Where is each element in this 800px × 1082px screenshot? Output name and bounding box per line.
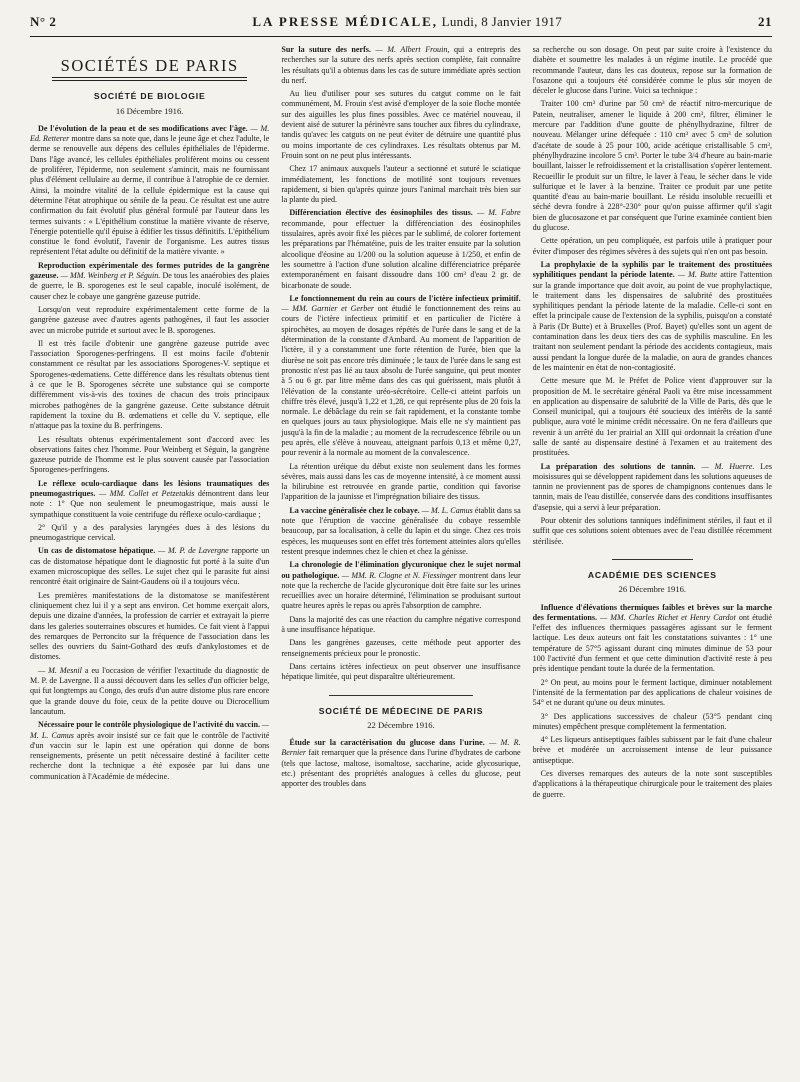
paragraph: Traiter 100 cm³ d'urine par 50 cm³ de réactif nitro-mercurique de Patein, neutraliser, amener le liquide à 200 cm³, filtrer, éliminer le mercure par l'addition d'une goutte de phénylhydrazine, filtrer de nouveau. Mélanger urine défequée : 110 cm³ avec 5 cm³ de solution d'acétate de soude à 25 pour 100, acide acétique cristallisable 5 cm³, phénylhydrazine incolore 5 cm³. Porter le tube 3/4 d'heure au bain-marie bouillant, laisser le refroidissement et la cristallisation s'opérer lentement. Recueillir le produit sur un filtre, le laver à l'eau, le sécher dans le vide sulfurique et le laver à la benzine. Traiter ce produit par une petite quantité d'eau au bain-marie bouillant. Le résidu insoluble recueilli et séché devra fondre à 228°-230° pour qu'on puisse affirmer qu'il s'agit bien de glucosazone et par conséquent que l'urine examinée contient bien du glucose. <box>532 99 772 233</box>
paragraph: Chez 17 animaux auxquels l'auteur a sectionné et suturé le sciatique immédiatement, les fonctions de motilité sont toujours revenues rapidement, si bien qu'après quinze jours l'animal marchait très bien sur la plante du pied. <box>281 164 521 205</box>
article <box>281 560 520 611</box>
article <box>30 261 269 302</box>
article-author: — M. Butte <box>674 270 718 280</box>
paragraph: sa recherche ou son dosage. On peut par suite croire à l'existence du diabète et soumettre les malades à un régime inutile. Le procédé que recommande l'auteur, dans les cas douteux, repose sur la formation de l'osazone qui a toujours été considérée comme le plus sûr moyen de déceler le glucose dans l'urine. Voici sa technique : <box>532 45 772 96</box>
masthead-line <box>252 14 562 30</box>
paragraph <box>30 666 269 717</box>
issue-date: Lundi, 8 Janvier 1917 <box>438 14 563 29</box>
column-1 <box>30 45 269 1065</box>
session-date: 26 Décembre 1916. <box>618 584 687 595</box>
paragraph: La rétention uréique du début existe non seulement dans les formes sévères, mais aussi dans les cas de moyenne intensité, à ce moment aussi la bilirubine est retrouvée en grande partie, condition qui favorise l'apparition de la jaunisse et l'imprégnation biliaire des tissus. <box>281 461 521 502</box>
column-2 <box>281 45 520 1065</box>
section-separator <box>329 695 473 696</box>
article-title: Étude sur la caractérisation du glucose dans l'urine. <box>289 738 485 748</box>
header-rule <box>30 36 772 37</box>
rubric-rule <box>52 77 247 81</box>
article <box>533 603 772 675</box>
article-author: — M. Albert Frouin <box>370 45 448 54</box>
session-date: 16 Décembre 1916. <box>115 105 184 116</box>
running-head <box>30 14 772 34</box>
paragraph: Dans certains ictères infectieux on peut observer une insuffisance hépatique limitée, qui peut disparaître ultérieurement. <box>281 661 521 682</box>
society-heading: ACADÉMIE DES SCIENCES <box>587 569 717 580</box>
article-author: — MM. R. Clogne et N. Fiessinger <box>339 570 457 580</box>
paragraph: Il est très facile d'obtenir une gangrène gazeuse putride avec l'association Sporogenes-perfringens. Il est moins facile d'obtenir constamment ce résultat par les associations Sporogenes-V. septique et Sporogenes-œdematiens. Cette différence dans les résultats obtenus tient à ce que le B. Sporogenes sécrète une substance qui se comporte différemment vis-à-vis des toxines de chacun des trois principaux microbes pathogènes de la gangrène gazeuse. Cette substance détruit rapidement la toxine du B. œdematiens et celle du V. septique, elle n'attaque pas la toxine du B. perfringens. <box>30 338 270 431</box>
article-body: après avoir insisté sur ce fait que le contrôle de l'activité d'un vaccin sur le lapin est une opération qui donne de bons renseignements, présente un petit nécessaire destiné à faciliter cette recherche dont la technique a été exposée par lui dans une communication à l'Académie de médecine. <box>30 730 270 781</box>
article-title: Nécessaire pour le contrôle physiologique de l'activité du vaccin. <box>38 720 261 730</box>
article-author: — M. Ed. Retterer <box>30 123 270 144</box>
paragraph: Au lieu d'utiliser pour ses sutures du catgut comme on le fait communément, M. Frouin s'est avisé d'employer de la soie floche montée sur des aiguilles les plus fines possibles. Avec ce matériel nouveau, il devient aisé de suturer la périnèvre sans toucher aux fibres du cylindraxe, tandis qu'avec les catguts on ne peut éviter de détruire une quantité plus ou moins importante de ces cylindraxes. Les résultats obtenus par M. Frouin sont on ne peut plus intéressants. <box>281 89 521 160</box>
paragraph: 3° Des applications successives de chaleur (53°5 pendant cinq minutes) empêchent presque complètement la fermentation. <box>532 711 772 731</box>
article-author: — MM. Collet et Petzetakis <box>95 488 195 498</box>
article-body: ont étudié l'effet des influences thermiques passagères agissant sur le ferment lactique. Les deux auteurs ont fait les constatations suivantes : 1° une température de 57°5 agissant durant cinq minutes diminue de 53 pour 100 l'activité d'un ferment et que cette diminution d'activité reste à peu près identique pendant toute la durée de la fermentation. <box>532 612 772 674</box>
article-author: — M. Mesnil <box>38 665 82 675</box>
article-author: — M. R. Bernier <box>281 738 521 758</box>
article <box>30 124 269 258</box>
article <box>281 738 520 789</box>
section-separator <box>612 559 693 560</box>
paragraph: 2° On peut, au moins pour le ferment lactique, diminuer notablement l'intensité de la fermentation par des applications de chaleur voisines de 54° et ne durant qu'une ou deux minutes. <box>532 677 772 708</box>
paragraph: Les résultats obtenus expérimentalement sont d'accord avec les observations faites chez l'homme. Pour Weinberg et Séguin, la gangrène gazeuse putride de l'homme est le plus souvent causée par l'association Sporogenes-perfringens. <box>30 434 270 475</box>
article-title: Reproduction expérimentale des formes putrides de la gangrène gazeuse. <box>30 260 270 281</box>
article-body: fait remarquer que la présence dans l'urine d'hydrates de carbone (tels que lactose, maltose, isomaltose, saccharine, acide glycosurique, etc.) présentant des propriétés analogues à celles du glucose, peut apporter des troubles dans <box>281 748 521 789</box>
paragraph: Dans les gangrènes gazeuses, cette méthode peut apporter des renseignements précieux pour le pronostic. <box>281 638 521 658</box>
issue-number: N° 2 <box>30 14 57 29</box>
article <box>30 479 269 520</box>
article-author: — M. Huerre. <box>695 461 755 471</box>
article <box>533 462 772 513</box>
article-title: De l'évolution de la peau et de ses modifications avec l'âge. <box>38 123 248 133</box>
page-number: 21 <box>758 14 772 29</box>
article <box>533 260 772 373</box>
society-heading: SOCIÉTÉ DE MÉDECINE DE PARIS <box>318 705 484 716</box>
article-author: — MM. Weinberg et P. Séguin. <box>58 271 161 281</box>
article-body: démontrent dans leur note : 1° Que non seulement le pneumogastrique, mais aussi le sympathique constituent la voie centrifuge du réflexe oculo-cardiaque ; <box>30 488 270 519</box>
article-body: attire l'attention sur la grande importance que doit avoir, au point de vue prophylactique, le traitement dans les dispensaires de salubrité des prostituées syphilitiques pendant la période latente de la maladie. Celle-ci sont en effet la principale cause de l'extension de la syphilis, puisqu'on a constaté à Paris (Dr Butte) et à Bruxelles (Prof. Bayet) qu'elles sont un agent de contamination dans les deux tiers des cas de syphilis masculine. En les traitant non seulement pendant la période des accidents contagieux, mais aussi pendant la longue durée de la maladie, on aura de grandes chances de les maintenir en état de non-contagiosité. <box>532 270 772 372</box>
article-body: montrent dans leur note que la recherche de l'acide glycuronique doit être faite sur les urines recueillies avec un horaire déterminé, l'élimination se produisant surtout quatre heures après le repas ou après l'absorption de camphre. <box>281 570 521 611</box>
session-date: 22 Décembre 1916. <box>367 719 435 730</box>
article-body: a eu l'occasion de vérifier l'exactitude du diagnostic de M. P. de Lavergne. Il a aussi découvert dans les selles d'un officier belge, qui fut longtemps au Congo, des œufs d'un autre distome plus rare encore que la grande douve du foie, ceux de la petite douve ou Dicrocellium lancautum. <box>30 665 270 716</box>
paragraph: Cette opération, un peu compliquée, est parfois utile à pratiquer pour éviter d'imposer des régimes sévères à des sujets qui n'en ont pas besoin. <box>532 236 772 256</box>
journal-title: LA PRESSE MÉDICALE, <box>252 14 439 29</box>
columns <box>30 45 772 1065</box>
article-body: rapporte un cas de distomatose hépatique dont le diagnostic fut porté à la suite d'un examen microscopique des selles. Le sujet chez qui le parasite fut ainsi rencontré était originaire de Saint-Gaudens où il a toujours vécu. <box>30 546 270 587</box>
article-body: Les moisissures qui se développent rapidement dans les solutions aqueuses de tannin ne proviennent pas de spores de champignons contenues dans le tannin, mais de l'eau distillée, conservée dans des conditions insuffisantes d'asepsie, qui a servi à leur préparation. <box>532 461 772 512</box>
article-author: — MM. Charles Richet et Henry Cardot <box>597 612 736 622</box>
article-author: — M. P. de Lavergne <box>155 546 229 556</box>
article <box>281 506 520 557</box>
paragraph: Dans la majorité des cas une réaction du camphre négative correspond à une insuffisance hépatique. <box>281 614 521 635</box>
article-body: montre dans sa note que, dans le jeune âge et chez l'adulte, le derme se renouvelle aux dépens des cellules épithéliales de l'épiderme. Dans l'âge avancé, les cellules épithéliales prolifèrent moins ou cessent de proliférer, l'épiderme, non seulement s'amincit, mais ne fournissant plus d'élément cellulaire au derme, il contribue à l'atrophie de ce dernier. Ainsi, la moindre vitalité de la cellule épidermique est la cause qui détermine l'état atrophique ou sénile de la peau. Ce résultat est une autre confirmation du fait évolutif plus général formulé par l'auteur dans les termes suivants : « L'épithélium constitue la matière vivante de réserve, l'énergie potentielle qu'il épuise à édifier les tissus définitifs. L'épithélium constitue le fond évolutif, l'avenir de l'organisme. Les autres tissus représentent l'état adulte ou définitif de la matière vivante. » <box>30 134 270 257</box>
article <box>30 546 269 587</box>
article-body: ont étudié le fonctionnement des reins au cours de l'ictère infectieux primitif et en particulier de l'ictère à spirochètes, au moyen de dosages répétés de l'urée dans le sang et de la détermination de la constante d'Ambard. Au moment de l'apparition de l'ictère, il y a constamment une forte rétention de l'urée, bien que la diurèse ne soit pas encore très diminuée ; le taux de l'urée dans le sang est pronostic n'est pas lié au taux absolu de l'urée sanguine, qui peut monter à 5 ou 6 gr. par litre même dans des cas qui guérissent, mais plutôt à l'élévation de la constante uréo-sécrétoire. Celle-ci atteint parfois un chiffre très élevé, jusqu'à 1,22 et 1,28, ce qui représente plus de 20 fois la normale. Le débâclage du rein se fait rapidement, et la constante tombe en quelques jours au taux physiologique. Mais elle ne s'y maintient pas jusqu'à la fin de la maladie ; au moment de la recrudescence fébrile ou un peu après, elle s'élève à nouveau, atteignant parfois 0,13 et même 0,27, pour revenir à la normale au moment de la convalescence. <box>281 304 521 458</box>
article <box>281 208 520 290</box>
paragraph: Pour obtenir des solutions tanniques indéfiniment stériles, il faut et il suffit que ces solutions soient obtenues avec de l'eau distillée récemment stérilisée. <box>532 516 772 546</box>
article-body: établit dans sa note que l'éruption de vaccine généralisée du cobaye ressemble beaucoup, par sa localisation, à celle du lapin et du singe. Chez ces trois espèces, les muqueuses sont en effet très fortement atteintes alors qu'elles restent presque indemnes chez le chien et chez la génisse. <box>281 505 521 556</box>
article-body: recommande, pour effectuer la différenciation des éosinophiles tissulaires, après avoir fixé les pièces par le sublimé, de colorer fortement les préparations par l'hématéine, puis de les traiter ensuite par la solution alcoolique d'éosine au 1/200 ou la solution aqueuse à 1/250, et enfin de les soumettre à l'action d'une solution alcaline différenciatrice préparée extemporanément en faisant dissoudre dans 100 cm³ d'eau 2 gr. de bicarbonate de soude. <box>281 218 521 290</box>
article <box>281 45 520 86</box>
paragraph: 2° Qu'il y a des paralysies laryngées dues à des lésions du pneumogastrique cervical. <box>30 522 270 543</box>
article-title: La prophylaxie de la syphilis par le traitement des prostituées syphilitiques pendant la période latente. <box>532 259 772 280</box>
article-author: — M. L. Camus <box>30 720 270 740</box>
paragraph: Lorsqu'on veut reproduire expérimentalement cette forme de la gangrène gazeuse avec d'autres agents pathogènes, il faut les associer avec un microbe putride et surtout avec le B. sporogenes. <box>30 304 270 335</box>
article <box>30 720 269 782</box>
article-body: , qui a entrepris des recherches sur la suture des nerfs après section complète, fait connaître les résultats qu'il a obtenus dans les cas de suture immédiate après section du nerf. <box>281 45 521 85</box>
article-title: Sur la suture des nerfs. <box>281 45 371 54</box>
society-heading: SOCIÉTÉ DE BIOLOGIE <box>93 91 206 102</box>
article-title: Influence d'élévations thermiques faibles et brèves sur la marche des fermentations. <box>532 602 772 622</box>
section-rubric: SOCIÉTÉS DE PARIS <box>60 56 239 75</box>
article-author: — M. Fabre <box>472 208 521 218</box>
article-title: La vaccine généralisée chez le cobaye. <box>289 505 420 515</box>
paragraph: Les premières manifestations de la distomatose se manifestèrent cliniquement chez lui il y a sept ans environ. Cet homme exerçait alors, depuis une dizaine d'années, la profession de carrier et extrayait la pierre dans les galeries souterraines obscures et humides. Ce fait vient à l'appui des remarques de Perroncito sur la fréquence de l'association dans les selles des ouvriers du Saint-Gothard des œufs d'ankylostomes et de distomes. <box>30 590 270 662</box>
article-body: De tous les anaérobies des plaies de guerre, le B. sporogenes est le seul capable, inoculé isolément, de causer chez le cobaye une gangrène gazeuse putride. <box>30 271 270 301</box>
article-title: Le réflexe oculo-cardiaque dans les lésions traumatiques des pneumogastriques. <box>30 478 270 498</box>
article-author: — M. L. Camus <box>419 505 473 515</box>
article-title: La chronologie de l'élimination glycuronique chez le sujet normal ou pathologique. <box>281 560 521 580</box>
article-title: Différenciation élective des éosinophiles des tissus. <box>289 208 473 218</box>
column-3 <box>533 45 772 1065</box>
paragraph: Cette mesure que M. le Préfet de Police vient d'approuver sur la proposition de M. le secrétaire général Paoli va être mise incessamment en application au dispensaire de salubrité de la Ville de Paris, dès que le Conseil municipal, qui a toujours été soucieux des intérêts de la santé publique, aura voté le minime crédit nécessaire. On ne fera d'ailleurs que revenir à un arrêté du 1er prairial an XIII qui ordonnait la création d'une salle de santé au dispensaire destiné à l'examen et au traitement des prostituées. <box>532 376 772 458</box>
article-author: — MM. Garnier et Gerber <box>281 304 375 314</box>
article-title: La préparation des solutions de tannin. <box>540 461 696 471</box>
paragraph: 4° Les liqueurs antiseptiques faibles subissent par le fait d'une chaleur brève et modérée un accroissement intense de leur puissance antiseptique. <box>532 735 772 765</box>
article-title: Un cas de distomatose hépatique. <box>38 546 156 556</box>
paragraph: Ces diverses remarques des auteurs de la note sont susceptibles d'applications à la thérapeutique chirurgicale pour le traitement des plaies de guerre. <box>532 769 772 799</box>
article-title: Le fonctionnement du rein au cours de l'ictère infectieux primitif. <box>289 293 521 303</box>
article <box>281 294 520 459</box>
